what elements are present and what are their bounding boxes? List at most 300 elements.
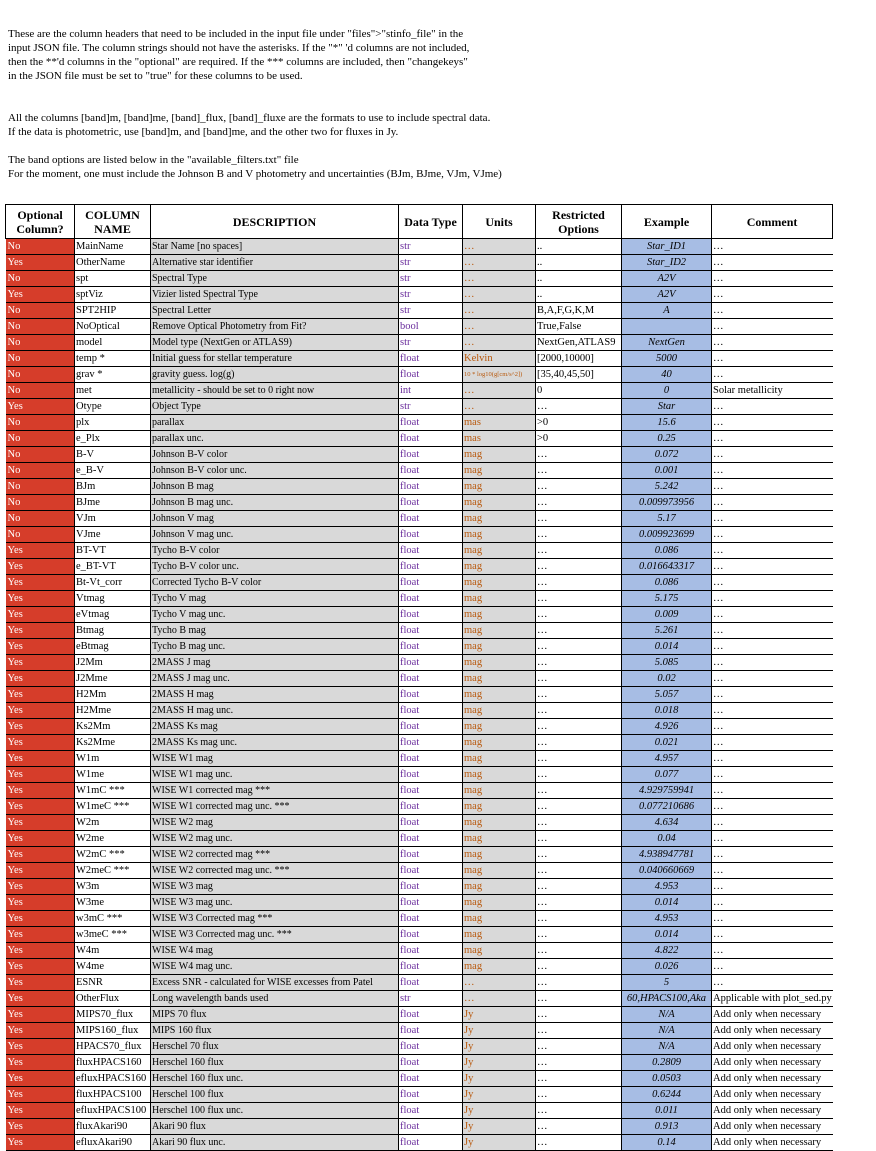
data-type-cell: float [399, 879, 463, 895]
table-row [6, 799, 833, 815]
table-row [6, 415, 833, 431]
description-cell: WISE W3 mag [151, 879, 399, 895]
description-cell: Tycho V mag unc. [151, 607, 399, 623]
column-name-cell: W3me [75, 895, 151, 911]
example-cell: 0.02 [622, 671, 712, 687]
units-cell: mag [463, 751, 536, 767]
header-restricted-options: Restricted Options [536, 205, 622, 239]
description-cell: Johnson B-V color unc. [151, 463, 399, 479]
column-name-cell: B-V [75, 447, 151, 463]
restricted-options-cell: … [536, 1135, 622, 1151]
example-cell: 0.25 [622, 431, 712, 447]
table-row [6, 927, 833, 943]
data-type-cell: float [399, 735, 463, 751]
example-cell: 4.634 [622, 815, 712, 831]
units-cell: mag [463, 927, 536, 943]
restricted-options-cell: … [536, 447, 622, 463]
data-type-cell: float [399, 1119, 463, 1135]
column-name-cell: W2meC *** [75, 863, 151, 879]
data-type-cell: str [399, 991, 463, 1007]
column-name-cell: e_B-V [75, 463, 151, 479]
units-cell: mag [463, 479, 536, 495]
optional-cell: No [6, 383, 75, 399]
description-cell: metallicity - should be set to 0 right now [151, 383, 399, 399]
optional-cell: Yes [6, 1087, 75, 1103]
example-cell: 4.822 [622, 943, 712, 959]
table-row [6, 751, 833, 767]
description-cell: 2MASS Ks mag unc. [151, 735, 399, 751]
comment-cell: … [712, 351, 833, 367]
optional-cell: Yes [6, 655, 75, 671]
table-row [6, 815, 833, 831]
column-name-cell: w3meC *** [75, 927, 151, 943]
table-row [6, 623, 833, 639]
optional-cell: Yes [6, 911, 75, 927]
optional-cell: No [6, 527, 75, 543]
example-cell: 60,HPACS100,Aka [622, 991, 712, 1007]
column-name-cell: W2m [75, 815, 151, 831]
table-row [6, 879, 833, 895]
units-cell: … [463, 271, 536, 287]
example-cell: 0.011 [622, 1103, 712, 1119]
table-row [6, 351, 833, 367]
optional-cell: Yes [6, 399, 75, 415]
example-cell: 5.17 [622, 511, 712, 527]
table-row [6, 303, 833, 319]
table-row [6, 719, 833, 735]
units-cell: 10 * log10(g[cm/s^2]) [463, 367, 536, 383]
optional-cell: Yes [6, 1119, 75, 1135]
data-type-cell: float [399, 671, 463, 687]
header-row [6, 205, 833, 239]
description-cell: 2MASS H mag [151, 687, 399, 703]
table-row [6, 511, 833, 527]
optional-cell: Yes [6, 1135, 75, 1151]
example-cell: 0.0503 [622, 1071, 712, 1087]
comment-cell: … [712, 895, 833, 911]
description-cell: WISE W3 Corrected mag *** [151, 911, 399, 927]
column-name-cell: W2mC *** [75, 847, 151, 863]
description-cell: WISE W1 mag [151, 751, 399, 767]
table-row [6, 911, 833, 927]
comment-cell: Add only when necessary [712, 1087, 833, 1103]
data-type-cell: str [399, 271, 463, 287]
column-name-cell: VJme [75, 527, 151, 543]
restricted-options-cell: … [536, 719, 622, 735]
optional-cell: No [6, 271, 75, 287]
data-type-cell: float [399, 847, 463, 863]
description-cell: Tycho V mag [151, 591, 399, 607]
comment-cell: Add only when necessary [712, 1055, 833, 1071]
table-row [6, 383, 833, 399]
column-name-cell: fluxHPACS100 [75, 1087, 151, 1103]
data-type-cell: float [399, 351, 463, 367]
column-name-cell: VJm [75, 511, 151, 527]
comment-cell: … [712, 239, 833, 255]
data-type-cell: float [399, 815, 463, 831]
data-type-cell: float [399, 655, 463, 671]
table-row [6, 575, 833, 591]
example-cell: 4.953 [622, 879, 712, 895]
example-cell: A2V [622, 287, 712, 303]
column-name-cell: SPT2HIP [75, 303, 151, 319]
example-cell: 0.009973956 [622, 495, 712, 511]
column-name-cell: W3m [75, 879, 151, 895]
example-cell: 0 [622, 383, 712, 399]
example-cell: 0.086 [622, 543, 712, 559]
example-cell: N/A [622, 1023, 712, 1039]
example-cell: 4.929759941 [622, 783, 712, 799]
description-cell: Tycho B mag [151, 623, 399, 639]
example-cell: 0.077 [622, 767, 712, 783]
data-type-cell: float [399, 751, 463, 767]
data-type-cell: str [399, 287, 463, 303]
units-cell: mag [463, 687, 536, 703]
description-cell: Spectral Letter [151, 303, 399, 319]
restricted-options-cell: … [536, 863, 622, 879]
data-type-cell: float [399, 447, 463, 463]
restricted-options-cell: … [536, 655, 622, 671]
column-name-cell: e_BT-VT [75, 559, 151, 575]
description-cell: Alternative star identifier [151, 255, 399, 271]
column-name-cell: W4m [75, 943, 151, 959]
data-type-cell: float [399, 559, 463, 575]
description-cell: Herschel 160 flux unc. [151, 1071, 399, 1087]
restricted-options-cell: … [536, 575, 622, 591]
table-row [6, 735, 833, 751]
data-type-cell: float [399, 591, 463, 607]
example-cell: 0.6244 [622, 1087, 712, 1103]
units-cell: mag [463, 607, 536, 623]
example-cell: 5.057 [622, 687, 712, 703]
description-cell: WISE W3 mag unc. [151, 895, 399, 911]
example-cell: 4.926 [622, 719, 712, 735]
restricted-options-cell: … [536, 895, 622, 911]
example-cell: 0.009 [622, 607, 712, 623]
column-name-cell: H2Mme [75, 703, 151, 719]
comment-cell: Add only when necessary [712, 1007, 833, 1023]
comment-cell: … [712, 703, 833, 719]
units-cell: mag [463, 799, 536, 815]
data-type-cell: float [399, 607, 463, 623]
comment-cell: … [712, 735, 833, 751]
column-name-cell: W1meC *** [75, 799, 151, 815]
column-name-cell: W4me [75, 959, 151, 975]
optional-cell: No [6, 479, 75, 495]
data-type-cell: float [399, 367, 463, 383]
restricted-options-cell: … [536, 479, 622, 495]
column-name-cell: NoOptical [75, 319, 151, 335]
restricted-options-cell: True,False [536, 319, 622, 335]
column-name-cell: HPACS70_flux [75, 1039, 151, 1055]
optional-cell: Yes [6, 799, 75, 815]
comment-cell: … [712, 943, 833, 959]
data-type-cell: float [399, 927, 463, 943]
optional-cell: Yes [6, 671, 75, 687]
table-row [6, 943, 833, 959]
data-type-cell: str [399, 303, 463, 319]
units-cell: … [463, 255, 536, 271]
example-cell: 40 [622, 367, 712, 383]
example-cell: 0.014 [622, 927, 712, 943]
units-cell: Jy [463, 1023, 536, 1039]
units-cell: … [463, 287, 536, 303]
optional-cell: Yes [6, 1007, 75, 1023]
example-cell: 0.913 [622, 1119, 712, 1135]
description-cell: WISE W2 mag [151, 815, 399, 831]
data-type-cell: float [399, 495, 463, 511]
units-cell: … [463, 975, 536, 991]
restricted-options-cell: … [536, 1103, 622, 1119]
example-cell: 4.938947781 [622, 847, 712, 863]
restricted-options-cell: … [536, 671, 622, 687]
optional-cell: Yes [6, 623, 75, 639]
description-cell: Excess SNR - calculated for WISE excesses from Patel [151, 975, 399, 991]
table-row [6, 479, 833, 495]
comment-cell: … [712, 575, 833, 591]
description-cell: Herschel 100 flux [151, 1087, 399, 1103]
example-cell: N/A [622, 1039, 712, 1055]
data-type-cell: float [399, 863, 463, 879]
table-row [6, 447, 833, 463]
column-name-cell: e_Plx [75, 431, 151, 447]
example-cell: 5 [622, 975, 712, 991]
optional-cell: Yes [6, 991, 75, 1007]
table-body [6, 239, 833, 1151]
data-type-cell: float [399, 639, 463, 655]
comment-cell: … [712, 815, 833, 831]
restricted-options-cell: … [536, 847, 622, 863]
description-cell: Johnson V mag unc. [151, 527, 399, 543]
optional-cell: Yes [6, 639, 75, 655]
units-cell: mag [463, 447, 536, 463]
data-type-cell: float [399, 1055, 463, 1071]
units-cell: Jy [463, 1119, 536, 1135]
data-type-cell: float [399, 431, 463, 447]
comment-cell: … [712, 767, 833, 783]
data-type-cell: float [399, 911, 463, 927]
column-name-cell: BT-VT [75, 543, 151, 559]
units-cell: mag [463, 559, 536, 575]
description-cell: 2MASS J mag [151, 655, 399, 671]
restricted-options-cell: … [536, 751, 622, 767]
restricted-options-cell: … [536, 559, 622, 575]
optional-cell: No [6, 495, 75, 511]
table-row [6, 559, 833, 575]
column-name-cell: J2Mme [75, 671, 151, 687]
comment-cell: … [712, 959, 833, 975]
data-type-cell: float [399, 703, 463, 719]
comment-cell: … [712, 847, 833, 863]
description-cell: Spectral Type [151, 271, 399, 287]
description-cell: WISE W2 corrected mag *** [151, 847, 399, 863]
column-name-cell: W2me [75, 831, 151, 847]
data-type-cell: float [399, 1039, 463, 1055]
units-cell: mag [463, 815, 536, 831]
example-cell: NextGen [622, 335, 712, 351]
column-name-cell: met [75, 383, 151, 399]
description-cell: 2MASS J mag unc. [151, 671, 399, 687]
optional-cell: Yes [6, 959, 75, 975]
optional-cell: Yes [6, 591, 75, 607]
table-row [6, 975, 833, 991]
restricted-options-cell: … [536, 1039, 622, 1055]
example-cell: 0.021 [622, 735, 712, 751]
data-type-cell: float [399, 1023, 463, 1039]
comment-cell: … [712, 399, 833, 415]
column-name-cell: eVtmag [75, 607, 151, 623]
column-name-cell: W1me [75, 767, 151, 783]
comment-cell: … [712, 751, 833, 767]
units-cell: mag [463, 623, 536, 639]
units-cell: … [463, 383, 536, 399]
description-cell: Akari 90 flux unc. [151, 1135, 399, 1151]
data-type-cell: str [399, 239, 463, 255]
restricted-options-cell: … [536, 607, 622, 623]
example-cell: 0.001 [622, 463, 712, 479]
column-name-cell: W1m [75, 751, 151, 767]
example-cell: 4.953 [622, 911, 712, 927]
description-cell: Corrected Tycho B-V color [151, 575, 399, 591]
optional-cell: Yes [6, 1023, 75, 1039]
comment-cell: … [712, 879, 833, 895]
table-row [6, 1119, 833, 1135]
comment-cell: … [712, 287, 833, 303]
column-name-cell: OtherName [75, 255, 151, 271]
units-cell: mag [463, 639, 536, 655]
units-cell: mag [463, 911, 536, 927]
column-name-cell: Ks2Mm [75, 719, 151, 735]
data-type-cell: float [399, 975, 463, 991]
comment-cell: … [712, 559, 833, 575]
description-cell: WISE W1 mag unc. [151, 767, 399, 783]
restricted-options-cell: … [536, 831, 622, 847]
description-cell: WISE W4 mag [151, 943, 399, 959]
column-name-cell: W1mC *** [75, 783, 151, 799]
optional-cell: No [6, 319, 75, 335]
comment-cell: Add only when necessary [712, 1039, 833, 1055]
data-type-cell: float [399, 783, 463, 799]
units-cell: mag [463, 575, 536, 591]
example-cell: 0.018 [622, 703, 712, 719]
data-type-cell: str [399, 399, 463, 415]
comment-cell: … [712, 655, 833, 671]
table-header [6, 205, 833, 239]
table-row [6, 319, 833, 335]
header-comment: Comment [712, 205, 833, 239]
units-cell: Jy [463, 1087, 536, 1103]
description-cell: parallax [151, 415, 399, 431]
comment-cell: … [712, 799, 833, 815]
table-row [6, 847, 833, 863]
optional-cell: Yes [6, 735, 75, 751]
restricted-options-cell: … [536, 975, 622, 991]
description-cell: Johnson B-V color [151, 447, 399, 463]
restricted-options-cell: … [536, 735, 622, 751]
table-row [6, 1071, 833, 1087]
data-type-cell: float [399, 1071, 463, 1087]
restricted-options-cell: … [536, 591, 622, 607]
optional-cell: No [6, 335, 75, 351]
description-cell: Model type (NextGen or ATLAS9) [151, 335, 399, 351]
optional-cell: Yes [6, 815, 75, 831]
comment-cell: … [712, 271, 833, 287]
description-cell: Object Type [151, 399, 399, 415]
restricted-options-cell: … [536, 943, 622, 959]
units-cell: mas [463, 431, 536, 447]
optional-cell: Yes [6, 1039, 75, 1055]
data-type-cell: float [399, 943, 463, 959]
column-name-cell: efluxHPACS160 [75, 1071, 151, 1087]
units-cell: mag [463, 527, 536, 543]
example-cell: Star_ID1 [622, 239, 712, 255]
description-cell: MIPS 70 flux [151, 1007, 399, 1023]
table-row [6, 591, 833, 607]
data-type-cell: float [399, 1103, 463, 1119]
comment-cell: … [712, 591, 833, 607]
comment-cell: … [712, 687, 833, 703]
description-cell: Tycho B-V color unc. [151, 559, 399, 575]
units-cell: mag [463, 783, 536, 799]
header-example: Example [622, 205, 712, 239]
optional-cell: Yes [6, 575, 75, 591]
column-name-cell: grav * [75, 367, 151, 383]
example-cell: 5.261 [622, 623, 712, 639]
units-cell: mag [463, 767, 536, 783]
table-row [6, 767, 833, 783]
header-optional: Optional Column? [6, 205, 75, 239]
units-cell: mag [463, 719, 536, 735]
units-cell: mag [463, 463, 536, 479]
restricted-options-cell: [35,40,45,50] [536, 367, 622, 383]
column-name-cell: sptViz [75, 287, 151, 303]
column-name-cell: w3mC *** [75, 911, 151, 927]
example-cell: 0.14 [622, 1135, 712, 1151]
optional-cell: Yes [6, 943, 75, 959]
comment-cell: … [712, 719, 833, 735]
table-row [6, 287, 833, 303]
restricted-options-cell: … [536, 783, 622, 799]
units-cell: Jy [463, 1071, 536, 1087]
column-name-cell: efluxAkari90 [75, 1135, 151, 1151]
data-type-cell: str [399, 255, 463, 271]
description-cell: Akari 90 flux [151, 1119, 399, 1135]
restricted-options-cell: … [536, 1119, 622, 1135]
table-row [6, 367, 833, 383]
optional-cell: Yes [6, 863, 75, 879]
column-name-cell: fluxAkari90 [75, 1119, 151, 1135]
column-name-cell: MIPS160_flux [75, 1023, 151, 1039]
restricted-options-cell: … [536, 1023, 622, 1039]
intro-paragraph-headers: These are the column headers that need to be included in the input file under "files">"stinfo_file" in the input JSON file. The column strings should not have the asterisks. If the "*" 'd columns are not included, then the **'d columns in the "optional" are required. If the *** columns are included, then "changekeys" in the JSON file must be set to "true" for these columns to be used. [8, 28, 470, 82]
example-cell: Star_ID2 [622, 255, 712, 271]
table-row [6, 1007, 833, 1023]
optional-cell: Yes [6, 719, 75, 735]
header-units: Units [463, 205, 536, 239]
restricted-options-cell: … [536, 703, 622, 719]
restricted-options-cell: 0 [536, 383, 622, 399]
column-name-cell: BJm [75, 479, 151, 495]
units-cell: mag [463, 543, 536, 559]
data-type-cell: str [399, 335, 463, 351]
table-row [6, 655, 833, 671]
comment-cell: … [712, 623, 833, 639]
data-type-cell: float [399, 799, 463, 815]
comment-cell: Add only when necessary [712, 1071, 833, 1087]
description-cell: WISE W3 Corrected mag unc. *** [151, 927, 399, 943]
restricted-options-cell: … [536, 463, 622, 479]
restricted-options-cell: >0 [536, 415, 622, 431]
